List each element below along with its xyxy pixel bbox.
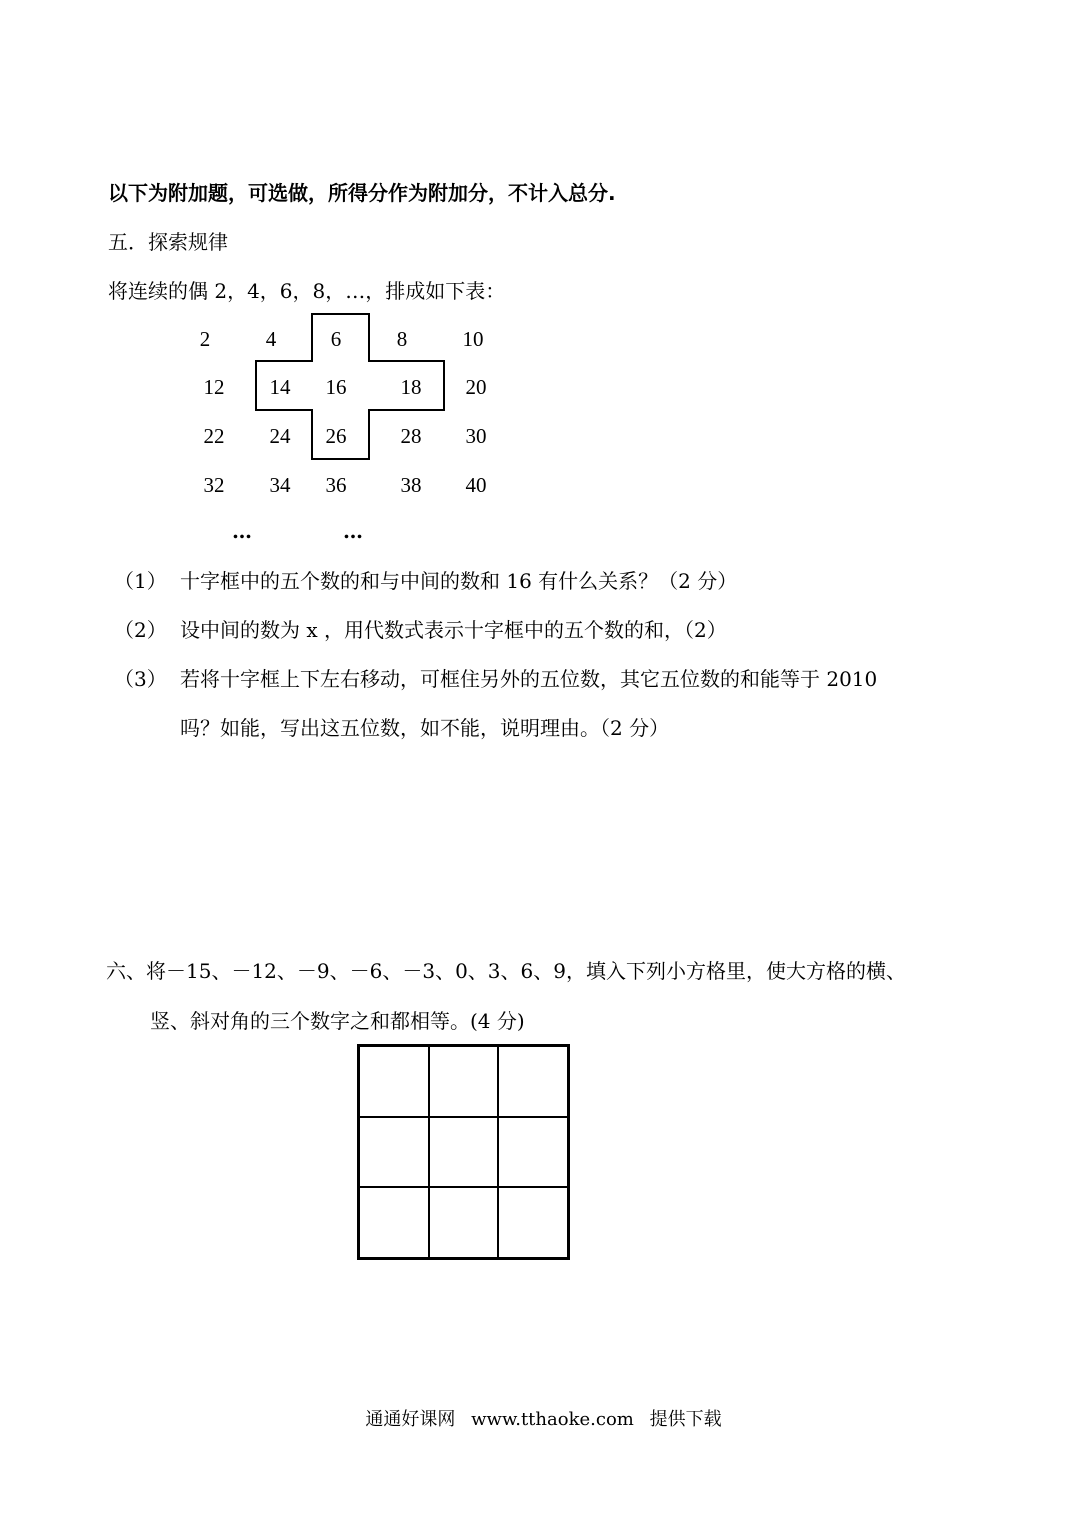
ellipsis-left: … (232, 519, 253, 543)
page-footer (0, 1408, 1087, 1432)
table-cell: 14 (269, 375, 291, 399)
table-cell: 28 (400, 424, 422, 448)
table-cell: 32 (203, 473, 225, 497)
section5-title: 五．探索规律 (108, 230, 228, 254)
grid-cell[interactable] (498, 1117, 568, 1188)
question-text: 若将十字框上下左右移动，可框住另外的五位数，其它五位数的和能等于 2010 (180, 667, 878, 691)
question-text: 十字框中的五个数的和与中间的数和 16 有什么关系？（2 分） (180, 569, 738, 593)
question-text: 设中间的数为 x ，用代数式表示十字框中的五个数的和，（2） (180, 618, 727, 642)
table-cell: 18 (400, 375, 422, 399)
grid-cell[interactable] (359, 1046, 429, 1117)
question-number: （3） (114, 667, 167, 691)
table-cell: 10 (462, 327, 484, 351)
bonus-note: 以下为附加题，可选做，所得分作为附加分，不计入总分. (108, 181, 616, 205)
grid-cell[interactable] (429, 1046, 499, 1117)
table-cell: 8 (396, 327, 408, 351)
table-cell: 36 (325, 473, 347, 497)
table-cell: 40 (465, 473, 487, 497)
table-cell: 38 (400, 473, 422, 497)
grid-cell[interactable] (498, 1046, 568, 1117)
section6-question-line1: 六、将－15、－12、－9、－6、－3、0、3、6、9，填入下列小方格里，使大方格的横、 (106, 959, 906, 983)
section6-question-line2: 竖、斜对角的三个数字之和都相等。(4 分) (150, 1009, 525, 1033)
footer-site-name: 通通好课网 (365, 1409, 456, 1430)
question-number: （1） (114, 569, 167, 593)
grid-cell[interactable] (359, 1117, 429, 1188)
table-cell: 2 (199, 327, 211, 351)
table-cell: 12 (203, 375, 225, 399)
question-text-continued: 吗？如能，写出这五位数，如不能，说明理由。（2 分） (180, 716, 670, 740)
table-cell: 20 (465, 375, 487, 399)
ellipsis-right: … (343, 519, 364, 543)
table-cell: 26 (325, 424, 347, 448)
table-cell: 30 (465, 424, 487, 448)
even-number-table (180, 312, 500, 552)
table-cell: 34 (269, 473, 291, 497)
grid-cell[interactable] (359, 1187, 429, 1258)
grid-cell[interactable] (498, 1187, 568, 1258)
table-cell: 16 (325, 375, 347, 399)
magic-square-grid (357, 1044, 570, 1260)
section5-intro: 将连续的偶 2，4，6，8，…，排成如下表： (108, 279, 506, 303)
table-cell: 4 (265, 327, 277, 351)
footer-url: www.tthaoke.com (471, 1409, 634, 1430)
grid-cell[interactable] (429, 1117, 499, 1188)
table-cell: 22 (203, 424, 225, 448)
grid-cell[interactable] (429, 1187, 499, 1258)
question-number: （2） (114, 618, 167, 642)
table-cell: 6 (330, 327, 342, 351)
footer-tagline: 提供下载 (649, 1409, 722, 1430)
table-cell: 24 (269, 424, 291, 448)
